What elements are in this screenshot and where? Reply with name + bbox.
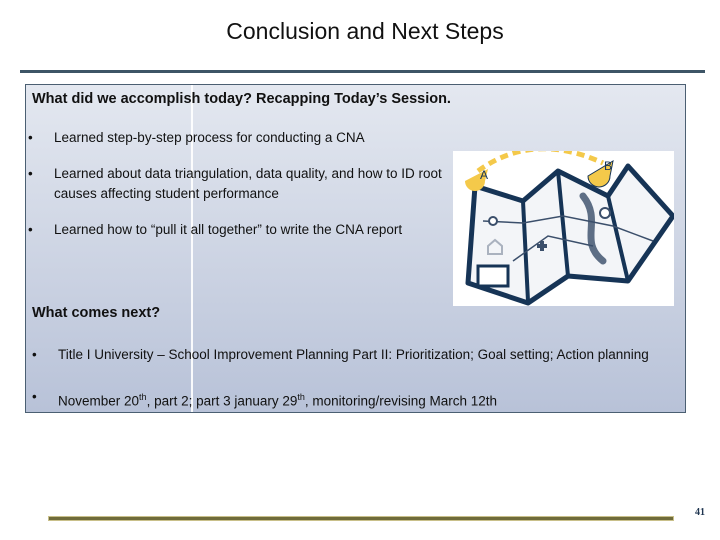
superscript: th [297,392,305,402]
list-item [32,387,678,412]
map-illustration [453,151,674,306]
map-label-b: B [604,159,613,173]
bullet: • [28,222,33,237]
list-item [28,164,444,204]
footer-line [48,516,674,521]
bullet: • [32,347,37,362]
list-item [28,128,434,148]
bullet: • [28,130,33,145]
page-number: 41 [695,507,705,518]
list-item-text: November 20 [58,393,140,409]
section-heading-recap: What did we accomplish today? Recapping Today’s Session. [32,91,451,107]
list-item-text: Title I University – School Improvement Planning Part II: Prioritization; Goal setting; Action planning [58,347,649,362]
superscript: th [139,392,147,402]
list-item [32,345,658,365]
title-divider [20,70,705,73]
list-item-text: , monitoring/revising March 12th [304,393,498,409]
list-item-text: Learned how to “pull it all together” to write the CNA report [54,222,403,237]
slide-title: Conclusion and Next Steps [226,18,504,44]
list-item-text: Learned step-by-step process for conducting a CNA [54,130,365,145]
map-label-a: A [480,168,489,182]
bullet: • [32,389,37,404]
list-item-text: Learned about data triangulation, data quality, and how to ID root causes affecting student performance [54,166,442,201]
list-item [28,220,454,240]
bullet: • [28,166,33,181]
content-box [25,84,686,413]
list-item-text: , part 2; part 3 january 29 [146,393,298,409]
section-heading-next: What comes next? [32,305,161,321]
folded-map-icon [453,151,674,306]
